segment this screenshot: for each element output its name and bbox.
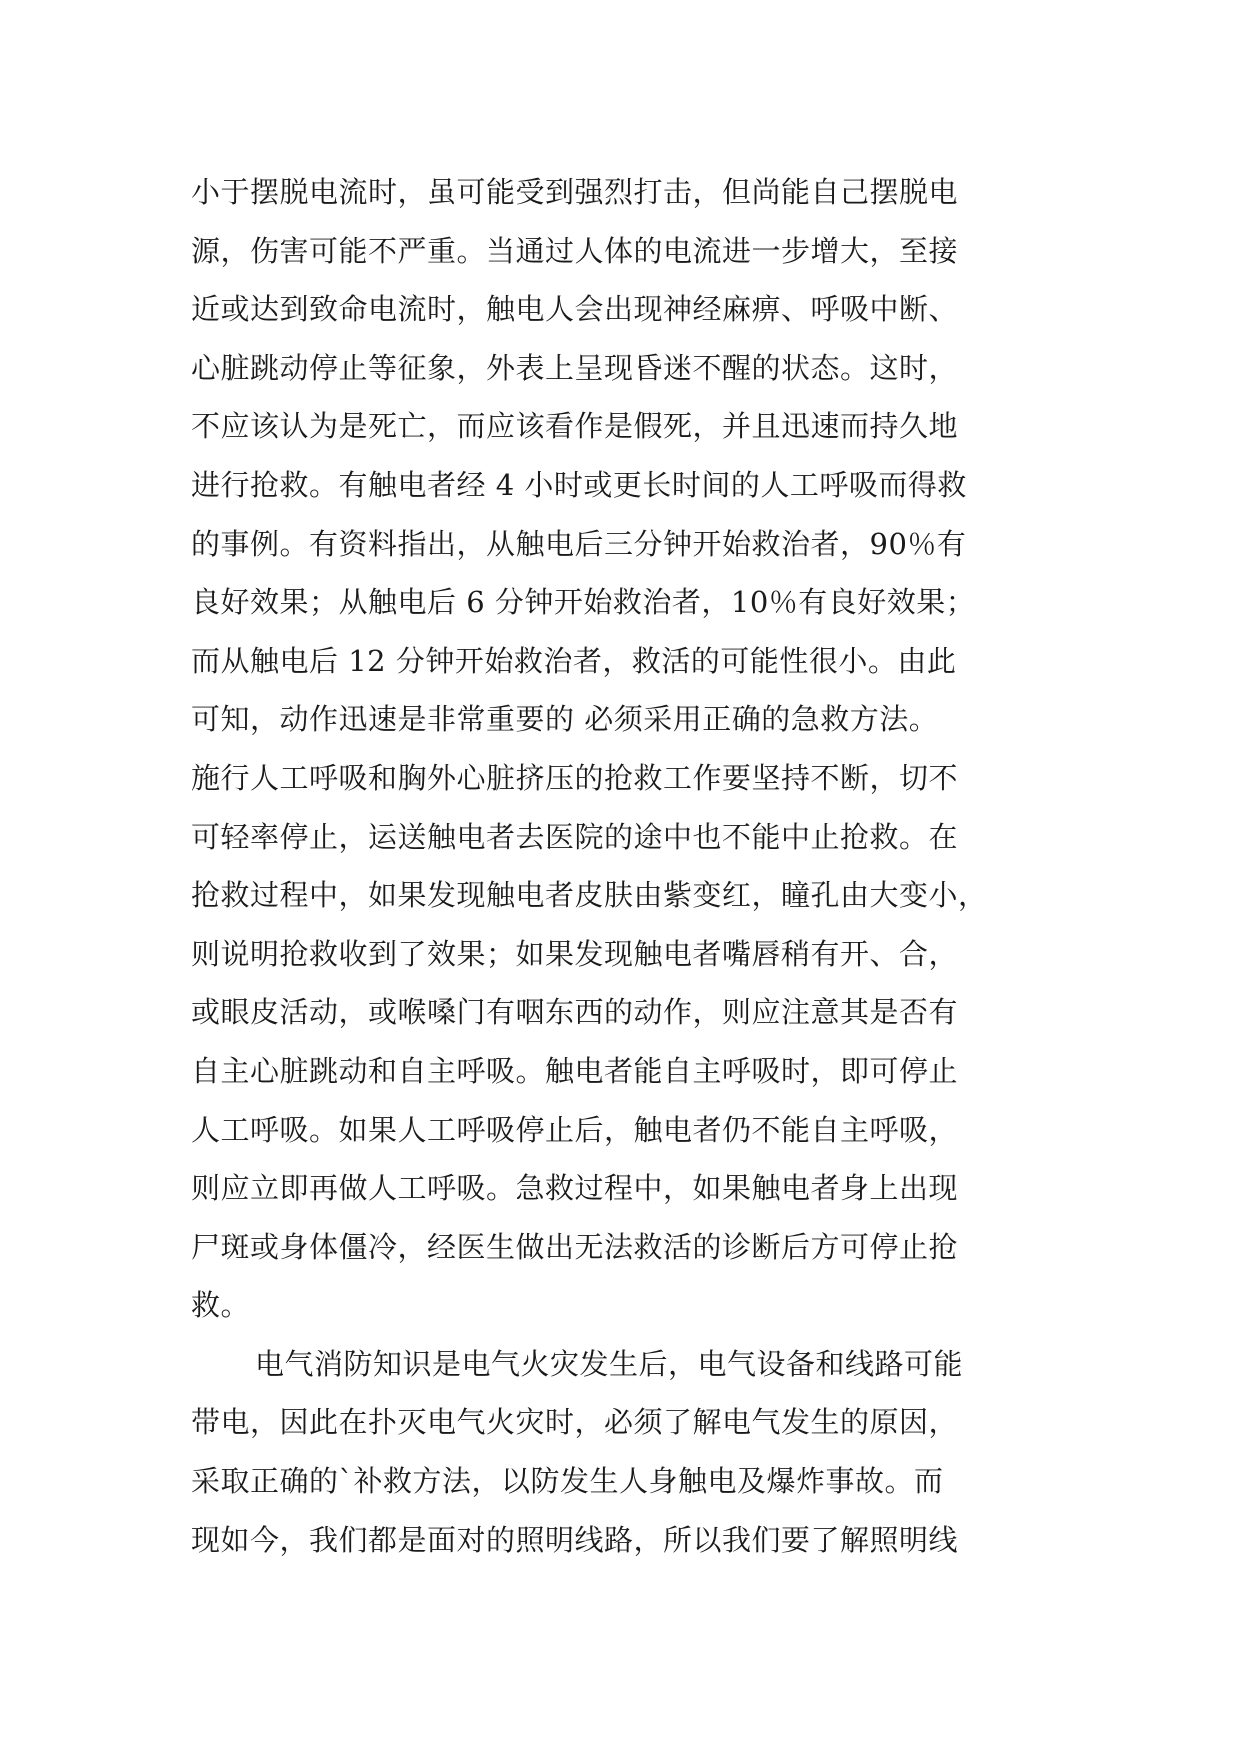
text-line: 则说明抢救收到了效果；如果发现触电者嘴唇稍有开、合， xyxy=(191,936,959,971)
text-line: 现如今，我们都是面对的照明线路，所以我们要了解照明线 xyxy=(191,1522,959,1557)
text-line: 源，伤害可能不严重。当通过人体的电流进一步增大，至接 xyxy=(191,233,959,268)
text-line: 心脏跳动停止等征象，外表上呈现昏迷不醒的状态。这时， xyxy=(191,350,959,385)
text-line: 采取正确的`补救方法，以防发生人身触电及爆炸事故。而 xyxy=(191,1464,944,1499)
text-line: 的事例。有资料指出，从触电后三分钟开始救治者，90％有 xyxy=(191,526,967,561)
text-line: 可知，动作迅速是非常重要的 必须采用正确的急救方法。 xyxy=(191,702,939,737)
body-text xyxy=(191,163,1071,1569)
text-line: 尸斑或身体僵冷，经医生做出无法救活的诊断后方可停止抢 xyxy=(191,1229,959,1264)
text-line: 施行人工呼吸和胸外心脏挤压的抢救工作要坚持不断，切不 xyxy=(191,760,959,795)
text-line: 进行抢救。有触电者经 4 小时或更长时间的人工呼吸而得救 xyxy=(191,467,967,502)
text-line: 或眼皮活动，或喉嗓门有咽东西的动作，则应注意其是否有 xyxy=(191,995,959,1030)
text-line: 自主心脏跳动和自主呼吸。触电者能自主呼吸时，即可停止 xyxy=(191,1053,959,1088)
text-line: 抢救过程中，如果发现触电者皮肤由紫变红，瞳孔由大变小， xyxy=(191,878,988,913)
text-line: 则应立即再做人工呼吸。急救过程中，如果触电者身上出现 xyxy=(191,1171,959,1206)
text-line: 不应该认为是死亡，而应该看作是假死，并且迅速而持久地 xyxy=(191,409,959,444)
text-line: 人工呼吸。如果人工呼吸停止后，触电者仍不能自主呼吸， xyxy=(191,1112,959,1147)
text-line: 带电，因此在扑灭电气火灾时，必须了解电气发生的原因， xyxy=(191,1405,959,1440)
text-line: 救。 xyxy=(191,1288,251,1323)
paragraph-first-line: 电气消防知识是电气火灾发生后，电气设备和线路可能 xyxy=(255,1346,964,1381)
text-line: 而从触电后 12 分钟开始救治者，救活的可能性很小。由此 xyxy=(191,643,957,678)
text-line: 近或达到致命电流时，触电人会出现神经麻痹、呼吸中断、 xyxy=(191,292,959,327)
text-line: 可轻率停止，运送触电者去医院的途中也不能中止抢救。在 xyxy=(191,819,959,854)
text-line: 小于摆脱电流时，虽可能受到强烈打击，但尚能自己摆脱电 xyxy=(191,175,959,209)
text-line: 良好效果；从触电后 6 分钟开始救治者，10％有良好效果； xyxy=(191,585,976,620)
